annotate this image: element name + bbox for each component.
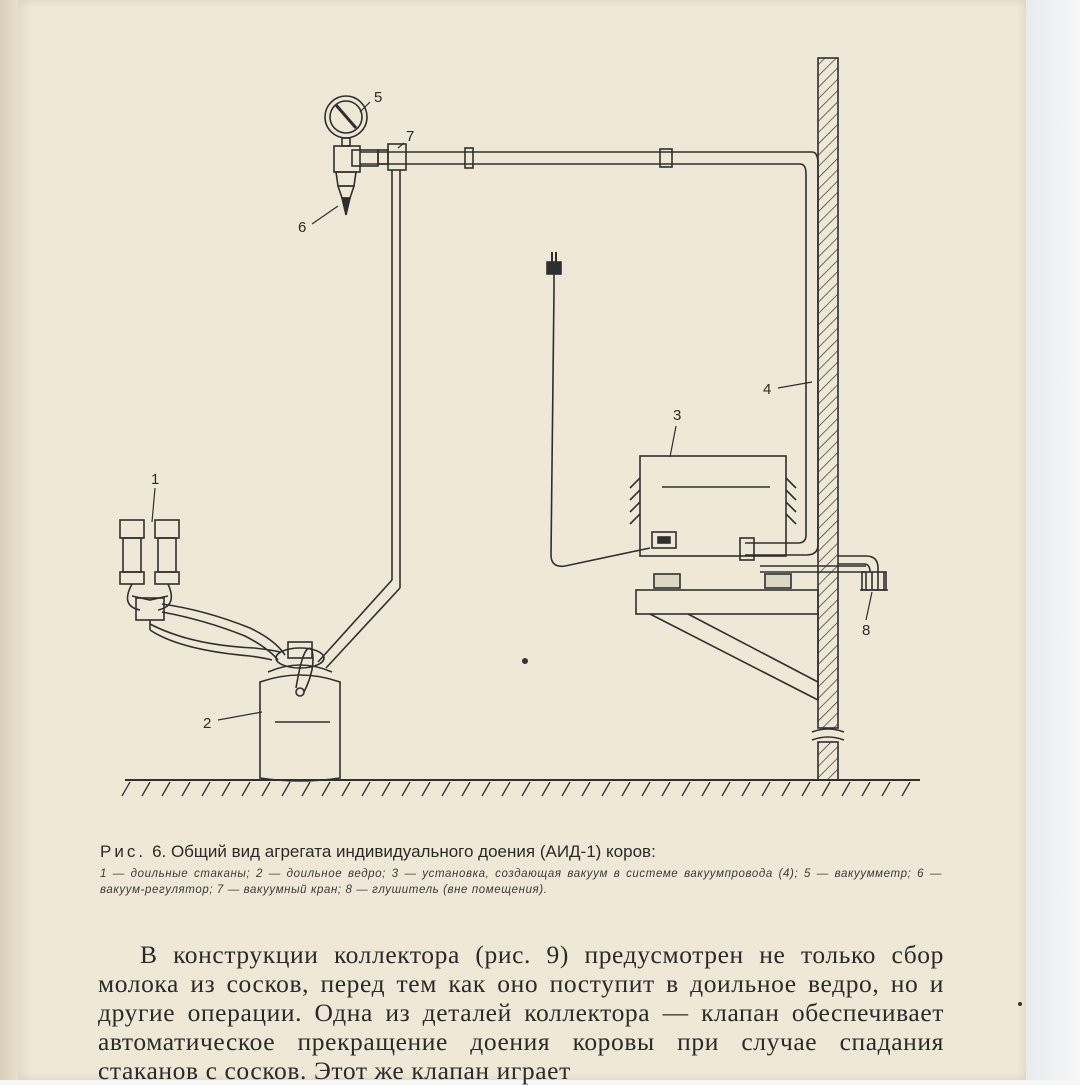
caption-prefix: Рис.	[100, 842, 147, 861]
vacuum-gauge	[325, 96, 367, 146]
margin-dot	[1018, 1002, 1022, 1006]
floor-line	[122, 780, 920, 796]
muffler	[838, 556, 888, 590]
wall-shelf	[636, 590, 818, 700]
print-speck	[522, 658, 528, 664]
label-8: 8	[862, 622, 871, 639]
wall	[812, 58, 844, 780]
label-4: 4	[763, 381, 772, 398]
milking-bucket	[260, 642, 340, 781]
vacuum-pipe	[360, 148, 818, 560]
leader-lines	[152, 102, 872, 720]
paragraph-text: В конструкции коллектора (рис. 9) предусмотрен не только сбор молока из сосков, перед тем как оно поступит в доильное ведро, но и другие операции. Одна из деталей коллектора — клапан обеспечивает автоматическое прекращение доения коровы при случае спадания стаканов с сосков. Этот же клапан играет	[98, 940, 944, 1085]
label-1: 1	[151, 471, 160, 488]
figure-labels	[151, 89, 870, 732]
label-6: 6	[298, 219, 307, 236]
figure-caption	[100, 842, 960, 862]
caption-title: 6. Общий вид агрегата индивидуального доения (АИД-1) коров:	[152, 842, 656, 861]
label-3: 3	[673, 407, 682, 424]
milk-tubes	[150, 604, 285, 660]
vacuum-tap-and-hose	[318, 144, 406, 668]
vacuum-regulator	[334, 146, 378, 215]
label-2: 2	[203, 715, 212, 732]
label-5: 5	[374, 89, 383, 106]
body-paragraph	[98, 940, 944, 1085]
figure-legend: 1 — доильные стаканы; 2 — доильное ведро; 3 — установка, создающая вакуум в системе вакуумпровода (4); 5 — вакуумметр; 6 — вакуум-регулятор; 7 — вакуумный кран; 8 — глушитель (вне помещения).	[100, 868, 942, 896]
label-7: 7	[406, 128, 415, 145]
